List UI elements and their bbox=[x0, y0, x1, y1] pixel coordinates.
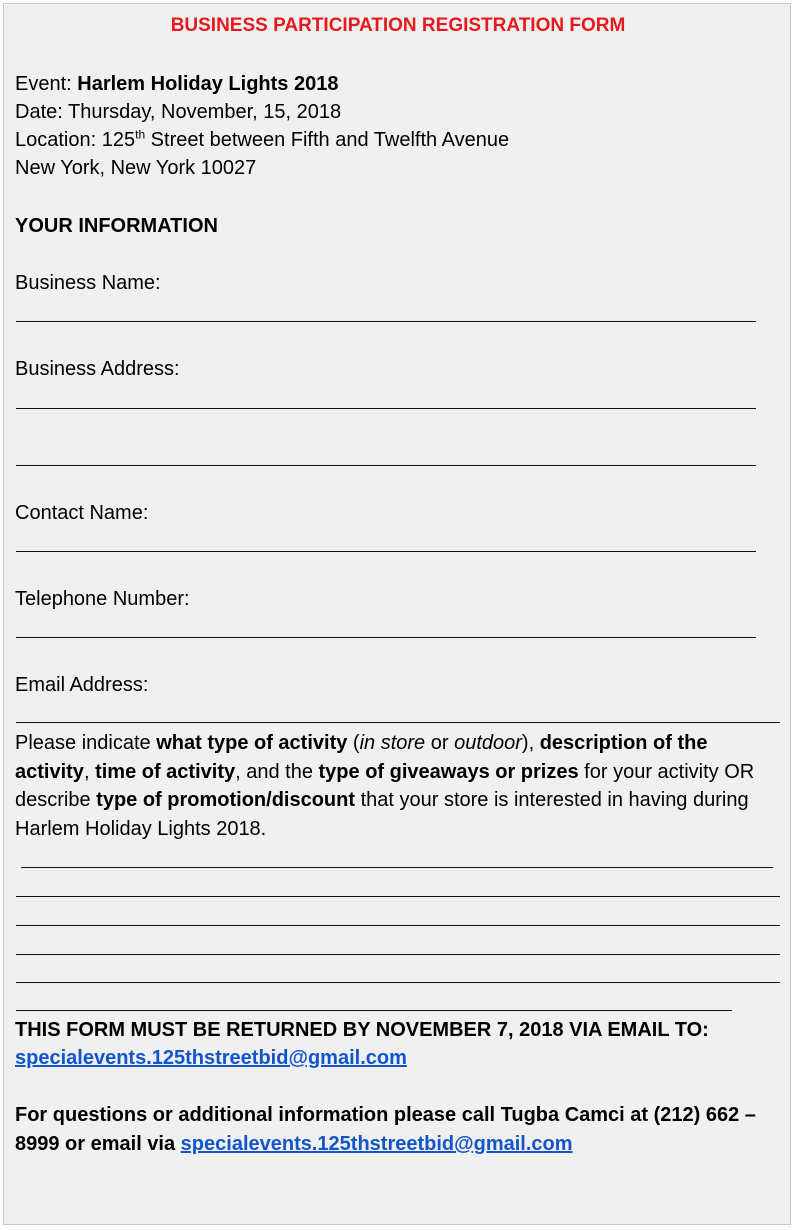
questions-text bbox=[15, 1101, 785, 1159]
return-email-row bbox=[15, 1044, 407, 1072]
event-label: Event: bbox=[15, 73, 78, 95]
date-line: Date: Thursday, November, 15, 2018 bbox=[15, 101, 342, 123]
business-name-field[interactable] bbox=[16, 321, 756, 322]
activity-instructions bbox=[15, 729, 785, 843]
activity-text: for your activity OR describe bbox=[15, 760, 755, 811]
questions-body: For questions or additional information please call Tugba Camci at (212) 662 – 8999 or email via bbox=[15, 1104, 756, 1155]
return-email-link[interactable]: specialevents.125thstreetbid@gmail.com bbox=[15, 1047, 407, 1069]
activity-text: , bbox=[83, 760, 96, 783]
activity-bold: type of promotion/discount bbox=[96, 789, 356, 811]
activity-answer-line-5[interactable] bbox=[16, 982, 780, 983]
activity-italic: in store bbox=[359, 732, 426, 754]
email-field[interactable] bbox=[16, 722, 780, 723]
activity-answer-line-4[interactable] bbox=[16, 954, 780, 955]
business-address-field-1[interactable] bbox=[16, 408, 756, 409]
event-name: Harlem Holiday Lights 2018 bbox=[77, 73, 339, 95]
activity-text: Please indicate bbox=[15, 732, 157, 754]
telephone-label: Telephone Number: bbox=[15, 588, 190, 610]
activity-answer-line-1[interactable] bbox=[21, 867, 773, 868]
business-address-field-2[interactable] bbox=[16, 465, 756, 466]
activity-text: , and the bbox=[235, 760, 319, 783]
activity-italic: outdoor bbox=[454, 732, 522, 754]
activity-bold: time of activity bbox=[95, 760, 236, 783]
email-label: Email Address: bbox=[15, 674, 149, 696]
activity-text: ( bbox=[347, 732, 360, 754]
city-line: New York, New York 10027 bbox=[15, 157, 257, 179]
contact-name-field[interactable] bbox=[16, 551, 756, 552]
return-notice: THIS FORM MUST BE RETURNED BY NOVEMBER 7, 2018 VIA EMAIL TO: bbox=[15, 1019, 709, 1041]
activity-answer-line-3[interactable] bbox=[16, 925, 780, 926]
business-name-label: Business Name: bbox=[15, 272, 161, 294]
activity-bold: description of the activity bbox=[15, 732, 708, 783]
activity-text: or bbox=[425, 732, 455, 754]
activity-bold: what type of activity bbox=[156, 732, 348, 754]
activity-text: ), bbox=[521, 732, 540, 754]
activity-answer-line-6[interactable] bbox=[16, 1010, 732, 1011]
form-page bbox=[3, 3, 791, 1225]
section-heading: YOUR INFORMATION bbox=[15, 215, 218, 237]
activity-text: that your store is interested in having during Harlem Holiday Lights 2018. bbox=[15, 789, 749, 840]
location-rest: Street between Fifth and Twelfth Avenue bbox=[145, 129, 510, 151]
form-title: BUSINESS PARTICIPATION REGISTRATION FORM bbox=[170, 15, 626, 36]
activity-bold: type of giveaways or prizes bbox=[318, 760, 579, 783]
business-address-label: Business Address: bbox=[15, 358, 180, 380]
location-line bbox=[15, 126, 509, 154]
location-prefix: Location: 125 bbox=[15, 129, 136, 151]
telephone-field[interactable] bbox=[16, 637, 756, 638]
contact-name-label: Contact Name: bbox=[15, 502, 149, 524]
event-line bbox=[15, 70, 338, 98]
activity-answer-line-2[interactable] bbox=[16, 896, 780, 897]
questions-email-link[interactable]: specialevents.125thstreetbid@gmail.com bbox=[180, 1133, 573, 1155]
location-sup: th bbox=[135, 127, 146, 142]
